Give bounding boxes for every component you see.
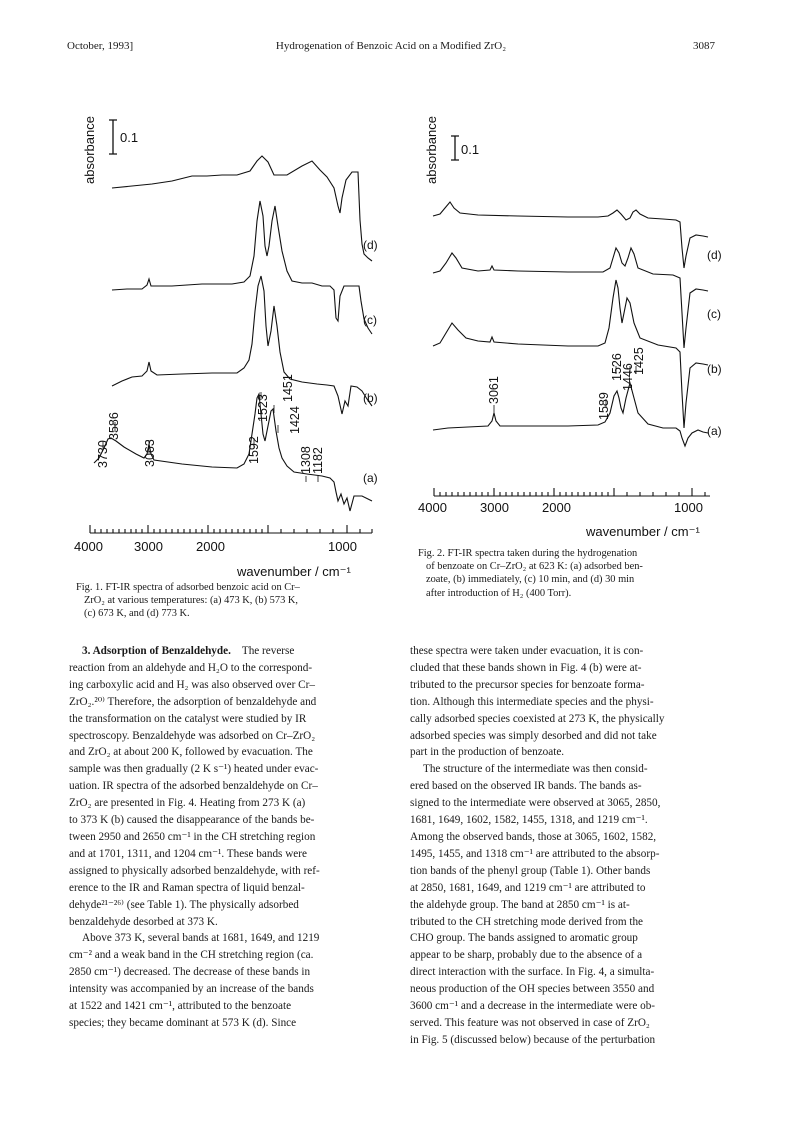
running-header [67, 40, 715, 56]
fig2-label-a: (a) [707, 424, 722, 438]
r-line: CHO group. The bands assigned to aromatic group [410, 932, 638, 945]
fig1-x-axis [90, 525, 372, 533]
fig1-peak-1523: 1523 [256, 394, 270, 422]
fig1-tick-3000: 3000 [134, 539, 163, 554]
fig2-tick-4000: 4000 [418, 500, 447, 515]
fig1-peak-3730: 3730 [96, 440, 110, 468]
left-column [69, 643, 386, 1032]
l-line: to 373 K (b) caused the disappearance of the bands be- [69, 814, 315, 827]
r-line: tion bands of the phenyl group (Table 1). Other bands [410, 864, 651, 877]
fig2-trace-b [433, 280, 708, 428]
fig2-scale-bar [451, 136, 459, 160]
page-number: 3087 [693, 40, 715, 52]
r-line: these spectra were taken under evacuation, it is con- [410, 645, 644, 657]
fig1-peak-1182: 1182 [311, 447, 325, 474]
fig1-caption-line: ZrO₂ at various temperatures: (a) 473 K, (b) 573 K, [84, 595, 298, 607]
fig1-scale-label: 0.1 [120, 130, 139, 145]
l-line: assigned to physically adsorbed benzaldehyde, with ref- [69, 864, 320, 877]
r-line: cluded that these bands shown in Fig. 4 (b) were at- [410, 661, 642, 674]
fig1-scale-bar [109, 120, 117, 154]
fig1-trace-c [112, 201, 372, 334]
fig1-peak-1451: 1451 [281, 374, 295, 402]
r-line: in Fig. 5 (discussed below) because of the perturbation [410, 1033, 656, 1046]
figure-2-caption [418, 547, 714, 600]
fig2-caption-line: after introduction of H₂ (400 Torr). [426, 587, 572, 599]
r-line: signed to the intermediate were observed at 3065, 2850, [410, 797, 661, 810]
section-heading: 3. Adsorption of Benzaldehyde. [82, 645, 231, 657]
r-line: appear to be sharp, probably due to the absence of a [410, 949, 643, 962]
r-line: ered based on the observed IR bands. The bands as- [410, 780, 642, 793]
fig1-peak-3586: 3586 [107, 412, 121, 440]
l-line: ZrO₂.²⁰⁾ Therefore, the adsorption of benzaldehyde and [69, 695, 317, 708]
r-line: 1495, 1455, and 1318 cm⁻¹ are attributed to the absorp- [410, 847, 660, 860]
fig1-label-d: (d) [363, 238, 378, 252]
fig1-peak-1308: 1308 [299, 446, 313, 474]
fig1-trace-b [112, 276, 372, 414]
l-line: cm⁻² and a weak band in the CH stretching region (ca. [69, 949, 314, 962]
r-line: 1681, 1649, 1602, 1582, 1455, 1318, and 1219 cm⁻¹. [410, 814, 648, 827]
fig2-label-d: (d) [707, 248, 722, 262]
l-line: intensity was accompanied by an increase of the bands [69, 983, 314, 996]
r-line: Among the observed bands, those at 3065, 1602, 1582, [410, 830, 657, 843]
r-line: adsorbed species was simply desorbed and did not take [410, 729, 657, 742]
r-line: neous production of the OH species between 3550 and [410, 983, 655, 996]
fig1-peak-3063: 3063 [143, 439, 157, 467]
l-line: benzaldehyde desorbed at 373 K. [69, 915, 218, 928]
fig1-trace-a [94, 394, 372, 511]
fig2-x-axis [434, 488, 710, 496]
fig2-ylabel: absorbance [424, 116, 439, 184]
header-date: October, 1993] [67, 40, 134, 52]
l-line: sample was then gradually (2 K s⁻¹) heated under evac- [69, 763, 319, 776]
fig2-peak-1589: 1589 [597, 392, 611, 420]
r-line: cally adsorbed species coexisted at 273 K, the physically [410, 712, 665, 725]
l-line: 2850 cm⁻¹) decreased. The decrease of these bands in [69, 966, 311, 979]
fig1-trace-d [112, 156, 372, 261]
header-title: Hydrogenation of Benzoic Acid on a Modified ZrO₂ [275, 40, 507, 52]
fig1-caption-line: Fig. 1. FT-IR spectra of adsorbed benzoic acid on Cr– [76, 582, 300, 593]
fig2-caption-line: Fig. 2. FT-IR spectra taken during the hydrogenation [418, 548, 638, 559]
fig2-tick-1000: 1000 [674, 500, 703, 515]
fig2-scale-label: 0.1 [461, 142, 480, 157]
fig2-label-b: (b) [707, 362, 722, 376]
l-line: dehyde²¹⁻²⁶⁾ (see Table 1). The physically adsorbed [69, 898, 299, 911]
l-line: the transformation on the catalyst were studied by IR [69, 712, 307, 725]
l-line: spectroscopy. Benzaldehyde was adsorbed on Cr–ZrO₂ [69, 729, 316, 742]
fig2-peak-1446: 1446 [621, 363, 635, 391]
r-line: tributed to the CH stretching mode derived from the [410, 915, 644, 928]
l-line: and at 1701, 1311, and 1204 cm⁻¹. These bands were [69, 847, 307, 860]
fig2-tick-2000: 2000 [542, 500, 571, 515]
fig1-xlabel: wavenumber / cm⁻¹ [237, 564, 351, 579]
l-line: at 1522 and 1421 cm⁻¹, attributed to the benzoate [69, 1000, 292, 1013]
r-line: served. This feature was not observed in case of ZrO₂ [410, 1016, 650, 1029]
fig2-trace-d [433, 202, 708, 268]
fig2-trace-a [433, 383, 708, 446]
fig1-peak-1424: 1424 [288, 406, 302, 434]
figure-1 [72, 96, 392, 586]
section-3-paragraph-1 [69, 643, 386, 660]
figure-1-caption [76, 581, 386, 621]
fig2-peak-3061: 3061 [487, 376, 501, 404]
fig2-xlabel: wavenumber / cm⁻¹ [586, 524, 700, 539]
fig1-label-a: (a) [363, 471, 378, 485]
r-line: direct interaction with the surface. In Fig. 4, a simulta- [410, 966, 655, 979]
fig2-caption-line: of benzoate on Cr–ZrO₂ at 623 K: (a) adsorbed ben- [426, 561, 643, 573]
r-line: part in the production of benzoate. [410, 746, 565, 759]
figure-2 [418, 108, 728, 538]
fig2-peak-1526: 1526 [610, 353, 624, 381]
r-line: tributed to the precursor species for benzoate forma- [410, 678, 645, 691]
fig1-tick-1000: 1000 [328, 539, 357, 554]
fig1-tick-4000: 4000 [74, 539, 103, 554]
r-line: 3600 cm⁻¹ and a decrease in the intermediate were ob- [410, 1000, 656, 1013]
fig1-peak-1592: 1592 [247, 436, 261, 464]
l-line: and ZrO₂ at about 200 K, followed by evacuation. The [69, 746, 313, 759]
l-line: ing carboxylic acid and H₂ was also observed over Cr– [69, 678, 315, 691]
l-line: species; they became dominant at 573 K (d). Since [69, 1016, 297, 1029]
fig1-ylabel: absorbance [82, 116, 97, 184]
fig2-caption-line: zoate, (b) immediately, (c) 10 min, and (d) 30 min [426, 574, 635, 586]
r-line: at 2850, 1681, 1649, and 1219 cm⁻¹ are attributed to [410, 881, 646, 894]
l-line: erence to the IR and Raman spectra of liquid benzal- [69, 881, 305, 894]
r-line: tion. Although this intermediate species and the physi- [410, 695, 654, 708]
l-line: tween 2950 and 2650 cm⁻¹ in the CH stretching region [69, 830, 316, 843]
text-run: The reverse [230, 645, 295, 657]
r-line: the aldehyde group. The band at 2850 cm⁻¹ is at- [410, 898, 630, 911]
fig2-trace-c [433, 248, 708, 348]
fig1-label-b: (b) [363, 391, 378, 405]
right-column [410, 643, 727, 1049]
r-line: The structure of the intermediate was then consid- [423, 763, 648, 776]
fig1-caption-line: (c) 673 K, and (d) 773 K. [84, 608, 190, 620]
fig2-peak-1425: 1425 [632, 347, 646, 375]
l-line: reaction from an aldehyde and H₂O to the correspond- [69, 661, 313, 674]
fig1-tick-2000: 2000 [196, 539, 225, 554]
l-line: ZrO₂ are presented in Fig. 4. Heating from 273 K (a) [69, 797, 306, 810]
l-line: Above 373 K, several bands at 1681, 1649, and 1219 [82, 932, 320, 945]
fig1-label-c: (c) [363, 313, 377, 327]
fig2-label-c: (c) [707, 307, 721, 321]
l-line: uation. IR spectra of the adsorbed benzaldehyde on Cr– [69, 780, 318, 793]
fig2-tick-3000: 3000 [480, 500, 509, 515]
